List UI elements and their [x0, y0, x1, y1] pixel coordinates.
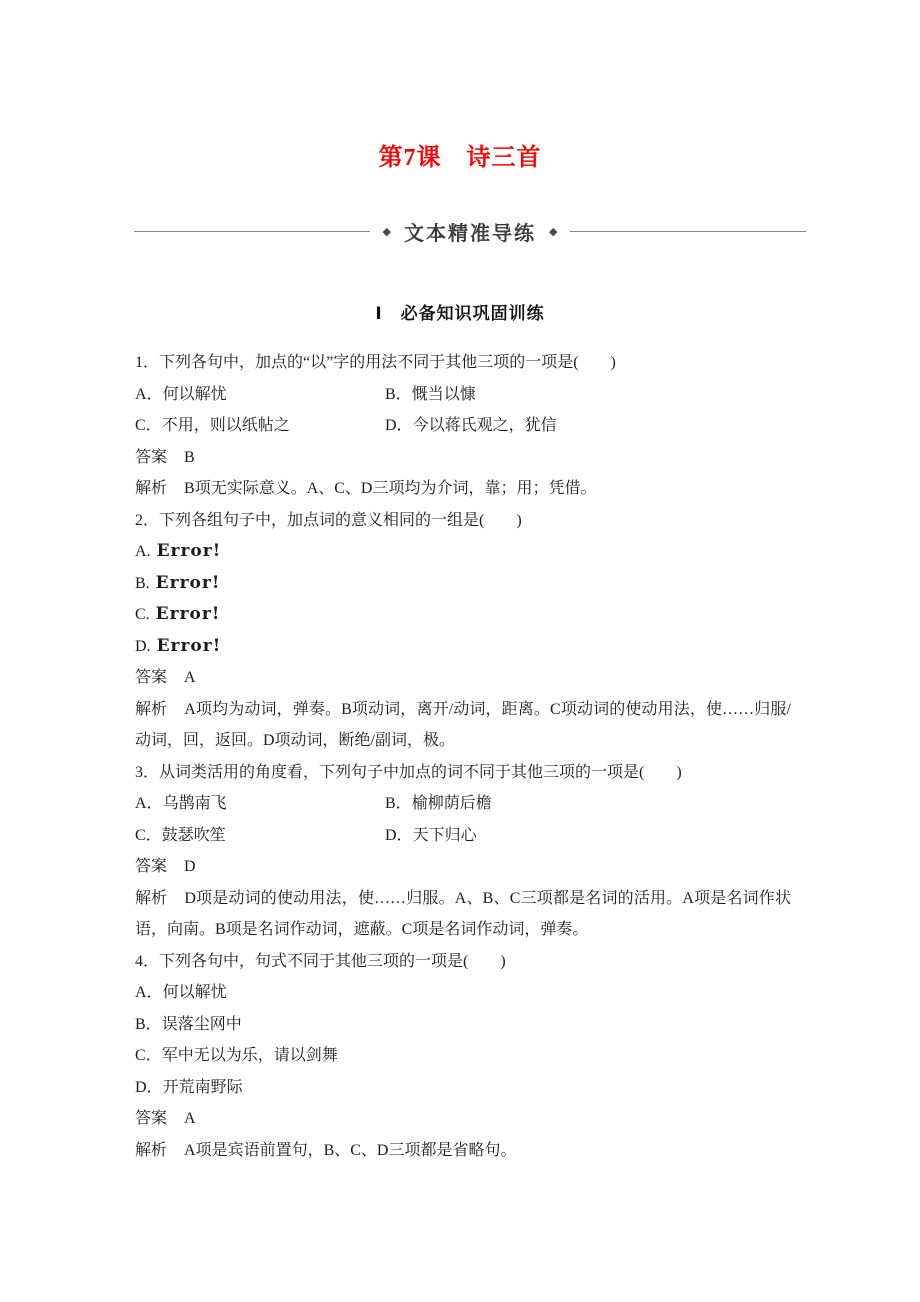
analysis-row — [135, 883, 791, 946]
banner-title: 文本精准导练 — [404, 222, 536, 245]
option-text: 不用，则以纸帖之 — [161, 417, 290, 434]
option-C — [135, 599, 791, 631]
question-number: 3． — [135, 763, 160, 781]
option-group — [135, 536, 791, 662]
option-text: 乌鹊南飞 — [162, 795, 227, 812]
answer-row — [135, 1103, 791, 1135]
option-B — [385, 788, 791, 820]
question-text: 下列各组句子中，加点词的意义相同的一组是( ) — [159, 511, 522, 529]
option-text: 何以解忧 — [162, 385, 227, 403]
question-block — [135, 946, 791, 1167]
option-D — [135, 631, 791, 663]
question-stem — [135, 757, 791, 789]
question-block — [135, 757, 791, 946]
option-group — [135, 379, 791, 442]
question-text: 下列各句中，加点的“以”字的用法不同于其他三项的一项是( ) — [159, 354, 616, 371]
option-B — [135, 568, 791, 600]
section-heading: Ⅰ 必备知识巩固训练 — [375, 304, 545, 323]
option-A — [135, 379, 385, 411]
question-number: 4． — [135, 952, 160, 970]
option-B — [135, 1009, 791, 1041]
option-text: 慨当以慷 — [411, 385, 476, 403]
option-A — [135, 536, 791, 568]
option-D — [385, 410, 791, 442]
answer-label: 答案 — [135, 1110, 168, 1127]
option-label: A． — [135, 385, 163, 403]
question-number: 1． — [135, 354, 160, 371]
analysis-label: 解析 — [135, 480, 168, 497]
answer-row — [135, 442, 791, 474]
banner-rule-left — [134, 231, 370, 232]
section-banner — [134, 218, 806, 244]
option-text: 榆柳荫后檐 — [411, 795, 492, 812]
question-stem — [135, 347, 791, 379]
option-text: 误落尘网中 — [161, 1015, 242, 1033]
question-stem — [135, 946, 791, 978]
option-B — [385, 379, 791, 411]
option-label: D． — [385, 417, 413, 434]
option-label: D． — [385, 826, 413, 844]
option-group — [135, 788, 791, 851]
option-label: C． — [135, 1047, 162, 1064]
option-A — [135, 788, 385, 820]
option-label: A． — [135, 984, 163, 1001]
option-label: B． — [385, 795, 412, 812]
analysis-row — [135, 473, 791, 505]
option-label: A. — [135, 543, 151, 560]
answer-value: A — [184, 1110, 196, 1127]
page-title: 第7课 诗三首 — [378, 145, 542, 171]
answer-row — [135, 851, 791, 883]
option-text: 鼓瑟吹笙 — [161, 826, 226, 844]
option-label: D． — [135, 1078, 163, 1096]
option-text: 天下归心 — [412, 826, 477, 844]
option-label: B． — [385, 385, 412, 403]
analysis-text: B项无实际意义。A、C、D三项均为介词，靠；用；凭借。 — [184, 480, 597, 497]
banner-rule-right — [570, 231, 806, 232]
analysis-text: A项是宾语前置句，B、C、D三项都是省略句。 — [184, 1141, 517, 1159]
option-text: 开荒南野际 — [162, 1078, 243, 1096]
option-text: Error! — [155, 572, 221, 593]
option-label: C． — [135, 417, 162, 434]
analysis-label: 解析 — [135, 700, 168, 718]
answer-label: 答案 — [135, 858, 168, 875]
option-A — [135, 977, 791, 1009]
diamond-icon-right: ◆ — [549, 224, 558, 238]
analysis-text: D项是动词的使动用法，使……归服。A、B、C三项都是名词的活用。A项是名词作状语，向南。B项是名词作动词，遮蔽。C项是名词作动词，弹奏。 — [135, 889, 791, 938]
question-text: 从词类活用的角度看，下列句子中加点的词不同于其他三项的一项是( ) — [159, 763, 682, 781]
questions — [135, 347, 791, 1166]
analysis-text: A项均为动词，弹奏。B项动词，离开/动词，距离。C项动词的使动用法，使……归服/动词，回，返回。D项动词，断绝/副词，极。 — [135, 700, 791, 749]
analysis-row — [135, 1135, 791, 1167]
option-text: Error! — [156, 541, 222, 561]
option-C — [135, 820, 385, 852]
question-block — [135, 347, 791, 505]
answer-value: B — [184, 448, 195, 466]
answer-value: D — [184, 858, 196, 875]
option-label: C. — [135, 606, 150, 623]
analysis-label: 解析 — [135, 1141, 168, 1159]
option-D — [385, 820, 791, 852]
option-label: D. — [135, 637, 151, 655]
question-number: 2． — [135, 511, 160, 529]
option-label: B． — [135, 1015, 162, 1033]
option-text: 今以蒋氏观之，犹信 — [412, 417, 557, 434]
option-text: 何以解忧 — [162, 984, 227, 1001]
option-group — [135, 977, 791, 1103]
question-text: 下列各句中，句式不同于其他三项的一项是( ) — [159, 952, 506, 970]
option-label: A． — [135, 795, 163, 812]
question-block — [135, 505, 791, 757]
question-stem — [135, 505, 791, 537]
option-label: C． — [135, 826, 162, 844]
option-D — [135, 1072, 791, 1104]
option-text: 军中无以为乐，请以剑舞 — [161, 1047, 338, 1064]
option-C — [135, 410, 385, 442]
answer-value: A — [184, 669, 196, 686]
answer-row — [135, 662, 791, 694]
diamond-icon-left: ◆ — [382, 224, 391, 238]
option-C — [135, 1040, 791, 1072]
option-label: B. — [135, 574, 150, 592]
analysis-label: 解析 — [135, 889, 168, 907]
answer-label: 答案 — [135, 448, 168, 466]
option-text: Error! — [156, 635, 222, 656]
option-text: Error! — [155, 604, 221, 624]
analysis-row — [135, 694, 791, 757]
answer-label: 答案 — [135, 669, 168, 686]
